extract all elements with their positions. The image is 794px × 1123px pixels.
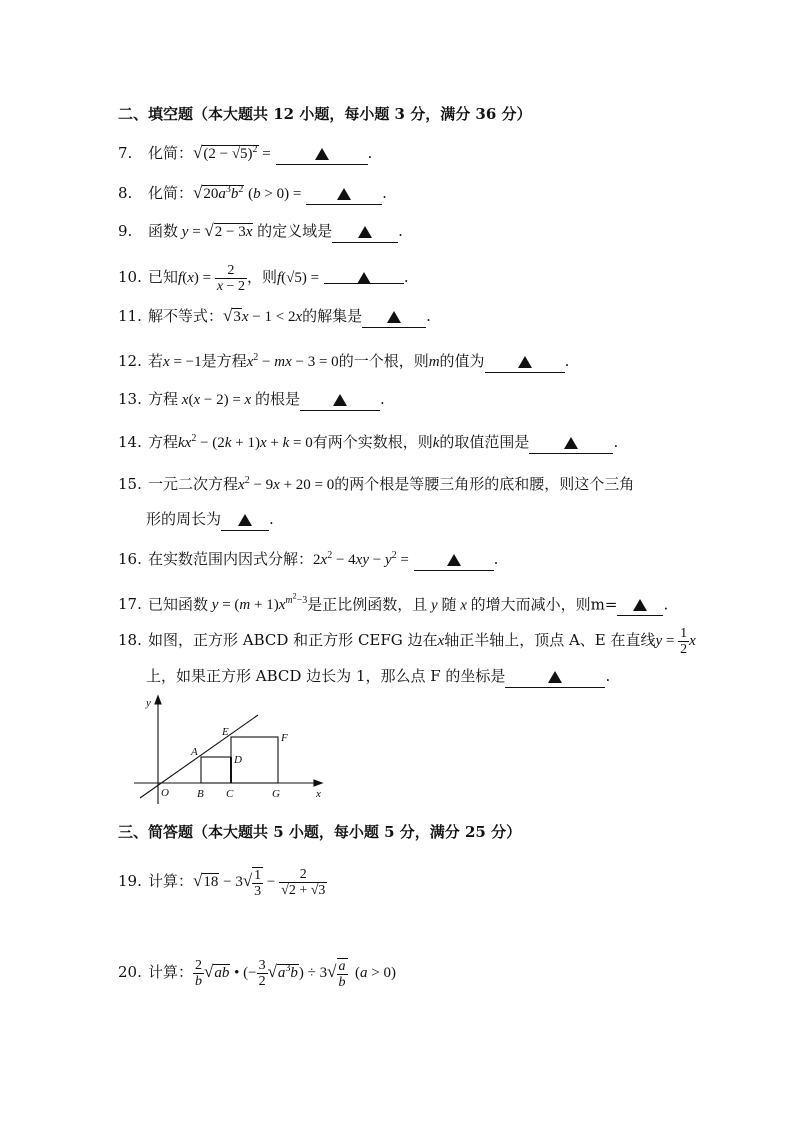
label-o: O: [161, 787, 169, 799]
formula: f(x) = $\frac{2}{x - 2}$: [178, 263, 245, 295]
section-title-short-answer: 三、简答题（本大题共 5 小题，每小题 5 分，满分 25 分）: [118, 823, 522, 841]
question-15: [118, 471, 634, 495]
answer-blank[interactable]: [300, 392, 380, 411]
question-text: 的取值范围是: [439, 433, 530, 451]
question-number: 20.: [118, 963, 142, 981]
question-text: 是正比例函数，且: [307, 595, 428, 614]
label-d: D: [234, 754, 242, 766]
question-number: 11.: [118, 307, 142, 325]
formula: $√20a^3b^2$ (b > 0) =: [193, 183, 302, 202]
question-number: 19.: [118, 872, 142, 890]
formula: $x^2$ − mx − 3 = 0: [246, 352, 339, 370]
question-text: 解不等式：: [148, 307, 224, 325]
question-text: 的增大而减小，则: [470, 595, 591, 614]
question-text: m=: [590, 595, 618, 614]
coordinate-figure: [130, 694, 330, 812]
question-text: 有两个实数根，则: [312, 433, 433, 451]
answer-blank[interactable]: [362, 309, 426, 328]
question-number: 17.: [118, 595, 142, 614]
formula: f(√5) =: [276, 270, 320, 286]
question-text: 已知: [148, 268, 179, 286]
question-text: ，则: [246, 268, 277, 286]
question-15-line-2: 形的周长为 .: [146, 509, 274, 531]
formula: x: [437, 633, 445, 649]
question-text: 轴正半轴上，顶点 A、E 在直线: [444, 631, 656, 649]
triangle-icon: [447, 554, 461, 566]
question-text: 形的周长为: [146, 510, 222, 528]
question-text: 方程: [148, 433, 179, 451]
answer-blank[interactable]: [414, 552, 494, 571]
formula: √18 − 3√ $\frac{1}{3}$ − $\frac{2}{√2 + √3}$: [193, 867, 326, 899]
triangle-icon: [337, 188, 351, 200]
label-x: x: [316, 788, 321, 800]
formula: y = $\frac{1}{2}$ x: [655, 626, 696, 658]
question-19: [118, 866, 327, 899]
question-number: 7.: [118, 144, 133, 162]
question-text: 函数: [148, 222, 179, 240]
question-number: 18.: [118, 631, 142, 649]
label-b: B: [197, 788, 204, 800]
question-text: 计算：: [148, 872, 194, 890]
question-text: 如图，正方形 ABCD 和正方形 CEFG 边在: [148, 631, 438, 649]
question-text: 计算：: [148, 963, 194, 981]
question-text: 的两个根是等腰三角形的底和腰，则这个三角: [334, 475, 635, 493]
question-14: 14. 方程$kx^2 - (2k + 1)x + k = 0$有两个实数根，则k的取值范围是 .: [118, 429, 618, 454]
question-text: 化简：: [148, 144, 194, 162]
question-number: 9.: [118, 222, 133, 240]
triangle-icon: [518, 356, 532, 368]
answer-blank[interactable]: [332, 224, 398, 243]
formula: k: [432, 435, 440, 451]
formula: $x^2 - 9x + 20 = 0$: [238, 475, 335, 493]
answer-blank[interactable]: [276, 146, 368, 165]
question-11: 11. 解不等式：√3x − 1 < 2x的解集是 .: [118, 306, 431, 328]
answer-blank[interactable]: [221, 512, 269, 531]
triangle-icon: [358, 226, 372, 238]
question-text: 已知函数: [148, 595, 209, 614]
triangle-icon: [238, 514, 252, 526]
formula: $√(2 - √5)^2$ =: [193, 143, 271, 162]
formula: $2x^2 - 4xy - y^2$ =: [313, 550, 409, 568]
label-f: F: [281, 732, 288, 744]
question-text: 化简：: [148, 184, 194, 202]
formula: $kx^2 - (2k + 1)x + k = 0$: [178, 433, 313, 451]
formula: x: [456, 597, 471, 614]
answer-blank[interactable]: [529, 435, 613, 454]
triangle-icon: [333, 394, 347, 406]
answer-blank[interactable]: [485, 354, 565, 373]
question-number: 13.: [118, 390, 142, 408]
y-axis-arrow: [155, 696, 161, 704]
formula: x(x − 2) = x: [181, 392, 252, 408]
question-8: 8. 化简：$√20a^3b^2$ (b > 0) = .: [118, 180, 387, 205]
formula: m: [428, 354, 440, 370]
question-text: 若: [148, 352, 164, 370]
answer-blank[interactable]: [324, 265, 404, 284]
answer-blank[interactable]: [617, 597, 663, 616]
question-number: 12.: [118, 352, 142, 370]
triangle-icon: [564, 437, 578, 449]
question-text: 一元二次方程: [148, 475, 239, 493]
question-text: 的定义域是: [257, 222, 333, 240]
formula: $\frac{2}{b}$ √ab • (− $\frac{3}{2}$ $√a^3b) \div 3√$ $\frac{a}{b}$ (a > 0): [195, 958, 396, 990]
section-title-fill-in: 二、填空题（本大题共 12 小题，每小题 3 分，满分 36 分）: [118, 105, 532, 123]
triangle-icon: [633, 599, 647, 611]
question-9: 9. 函数 y = √2 − 3x 的定义域是 .: [118, 221, 403, 243]
question-7: 7. 化简：$√(2 - √5)^2$ = .: [118, 140, 372, 165]
question-text: 是方程: [201, 352, 247, 370]
question-number: 16.: [118, 550, 142, 568]
x-axis-arrow: [314, 780, 322, 786]
question-18: [118, 626, 696, 657]
question-number: 10.: [118, 268, 142, 286]
question-13: 13. 方程 x(x − 2) = x 的根是 .: [118, 389, 385, 411]
question-text: 随: [441, 595, 457, 614]
question-12: 12. 若x = −1是方程$x^2$ − mx − 3 = 0的一个根，则m的值为 .: [118, 348, 569, 373]
label-e: E: [222, 726, 229, 738]
triangle-icon: [548, 671, 562, 683]
question-text: 的一个根，则: [338, 352, 429, 370]
label-a: A: [191, 746, 198, 758]
question-20: [118, 954, 396, 990]
label-c: C: [226, 788, 234, 800]
label-y: y: [146, 697, 151, 709]
square-abcd: [201, 757, 231, 783]
question-number: 14.: [118, 433, 142, 451]
formula: x = −1: [163, 354, 202, 370]
answer-blank[interactable]: [306, 186, 382, 205]
question-number: 15.: [118, 475, 142, 493]
question-text: 的值为: [439, 352, 485, 370]
answer-blank[interactable]: [505, 669, 605, 688]
triangle-icon: [387, 311, 401, 323]
question-number: 8.: [118, 184, 133, 202]
question-text: 的解集是: [302, 307, 363, 325]
triangle-icon: [315, 148, 329, 160]
question-text: 的根是: [254, 390, 300, 408]
question-10: 10. 已知f(x) = $\frac{2}{x - 2}$ ，则f(√5) = .: [118, 263, 409, 295]
formula: y: [427, 597, 442, 614]
formula: y = √2 − 3x: [181, 221, 253, 240]
question-text: 上，如果正方形 ABCD 边长为 1，那么点 F 的坐标是: [146, 667, 506, 685]
triangle-icon: [357, 272, 371, 284]
formula: $y = (m + 1)x^{m^2-3}$: [211, 592, 308, 614]
question-17: 17. 已知函数 $y = (m + 1)x^{m^2-3}$是正比例函数，且 y 随 x 的增大而减小，则m= .: [118, 587, 668, 616]
question-text: 在实数范围内因式分解：: [148, 550, 314, 568]
label-g: G: [272, 788, 280, 800]
question-18-line-2: 上，如果正方形 ABCD 边长为 1，那么点 F 的坐标是 .: [146, 666, 610, 688]
question-text: 方程: [148, 390, 179, 408]
formula: √3x − 1 < 2x: [223, 306, 303, 325]
question-16: 16. 在实数范围内因式分解：$2x^2 - 4xy - y^2$ = .: [118, 546, 498, 571]
